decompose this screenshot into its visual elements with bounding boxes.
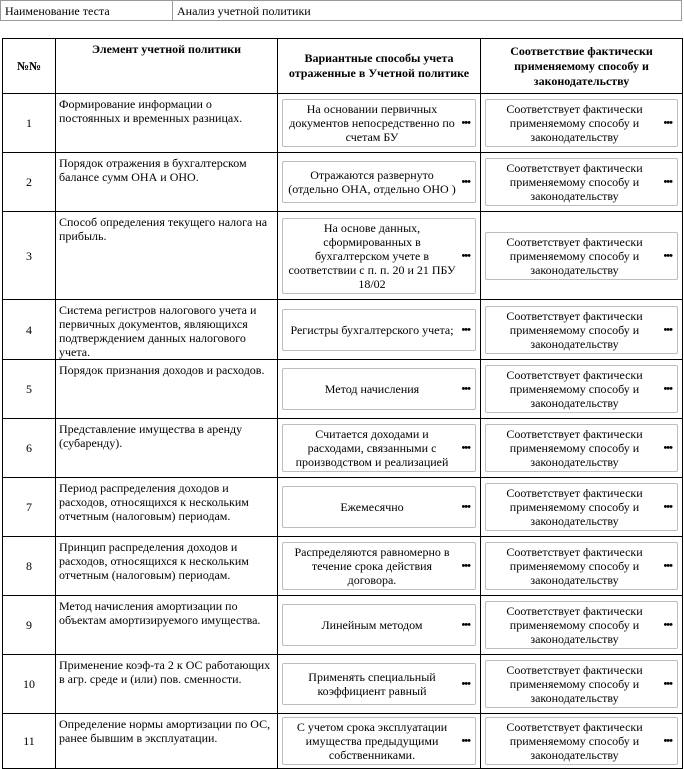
compliance-cell xyxy=(481,478,683,537)
table-row xyxy=(3,212,683,300)
compliance-value: Соответствует фактически применяемому способу и законодательству xyxy=(506,663,643,705)
method-value: Применять специальный коэффициент равный xyxy=(308,670,436,698)
more-icon[interactable]: ••• xyxy=(663,619,672,631)
method-dropdown[interactable] xyxy=(282,542,476,590)
method-cell xyxy=(278,419,481,478)
method-cell xyxy=(278,94,481,153)
method-dropdown[interactable] xyxy=(282,218,476,294)
method-cell xyxy=(278,360,481,419)
more-icon[interactable]: ••• xyxy=(461,560,470,572)
compliance-cell xyxy=(481,537,683,596)
row-element: Применение коэф-та 2 к ОС работающих в агр. среде и (или) пов. сменности. xyxy=(56,655,278,714)
test-name-label: Наименование теста xyxy=(1,1,173,20)
method-dropdown[interactable] xyxy=(282,368,476,410)
row-number: 5 xyxy=(3,360,56,419)
method-cell xyxy=(278,153,481,212)
method-value: Отражаются развернуто (отдельно ОНА, отдельно ОНО ) xyxy=(288,168,456,196)
row-element: Принцип распределения доходов и расходов, относящихся к нескольким отчетным (налоговым) периодам. xyxy=(56,537,278,596)
method-dropdown[interactable] xyxy=(282,717,476,765)
more-icon[interactable]: ••• xyxy=(461,323,470,336)
compliance-value: Соответствует фактически применяемому способу и законодательству xyxy=(506,161,643,203)
compliance-value: Соответствует фактически применяемому способу и законодательству xyxy=(506,720,643,762)
table-row xyxy=(3,655,683,714)
compliance-value: Соответствует фактически применяемому способу и законодательству xyxy=(506,308,643,351)
col-header-element: Элемент учетной политики xyxy=(56,39,278,94)
row-number: 6 xyxy=(3,419,56,478)
table-row xyxy=(3,300,683,360)
more-icon[interactable]: ••• xyxy=(663,117,672,129)
method-cell xyxy=(278,300,481,360)
compliance-cell xyxy=(481,714,683,769)
col-header-methods: Вариантные способы учета отраженные в Учетной политике xyxy=(278,39,481,94)
compliance-dropdown[interactable] xyxy=(485,424,678,472)
test-name-bar xyxy=(0,0,682,21)
method-value: Распределяются равномерно в течение срока действия договора. xyxy=(294,545,450,587)
more-icon[interactable]: ••• xyxy=(461,442,470,454)
table-row xyxy=(3,537,683,596)
row-number: 10 xyxy=(3,655,56,714)
more-icon[interactable]: ••• xyxy=(461,249,470,262)
method-cell xyxy=(278,478,481,537)
method-value: С учетом срока эксплуатации имущества предыдущими собственниками. xyxy=(296,720,448,762)
compliance-dropdown[interactable] xyxy=(485,660,678,708)
more-icon[interactable]: ••• xyxy=(663,383,672,395)
method-dropdown[interactable] xyxy=(282,604,476,646)
row-number: 7 xyxy=(3,478,56,537)
compliance-dropdown[interactable] xyxy=(485,717,678,765)
method-value: На основании первичных документов непосредственно по счетам БУ xyxy=(289,102,455,144)
compliance-value: Соответствует фактически применяемому способу и законодательству xyxy=(506,486,643,528)
compliance-dropdown[interactable] xyxy=(485,542,678,590)
table-row xyxy=(3,478,683,537)
method-value: Ежемесячно xyxy=(340,500,404,514)
policy-table xyxy=(2,38,683,769)
row-element: Представление имущества в аренду (субаренду). xyxy=(56,419,278,478)
compliance-cell xyxy=(481,94,683,153)
compliance-cell xyxy=(481,596,683,655)
row-element: Формирование информации о постоянных и временных разницах. xyxy=(56,94,278,153)
compliance-value: Соответствует фактически применяемому способу и законодательству xyxy=(506,545,643,587)
more-icon[interactable]: ••• xyxy=(461,383,470,395)
method-dropdown[interactable] xyxy=(282,486,476,528)
row-number: 3 xyxy=(3,212,56,300)
table-row xyxy=(3,419,683,478)
table-row xyxy=(3,714,683,769)
compliance-cell xyxy=(481,300,683,360)
row-element: Определение нормы амортизации по ОС, ранее бывшим в эксплуатации. xyxy=(56,714,278,769)
compliance-cell xyxy=(481,419,683,478)
row-element: Способ определения текущего налога на прибыль. xyxy=(56,212,278,300)
compliance-value: Соответствует фактически применяемому способу и законодательству xyxy=(506,102,643,144)
more-icon[interactable]: ••• xyxy=(663,442,672,454)
compliance-dropdown[interactable] xyxy=(485,601,678,649)
compliance-value: Соответствует фактически применяемому способу и законодательству xyxy=(506,604,643,646)
row-element: Метод начисления амортизации по объектам амортизируемого имущества. xyxy=(56,596,278,655)
more-icon[interactable]: ••• xyxy=(461,117,470,129)
row-number: 8 xyxy=(3,537,56,596)
compliance-dropdown[interactable] xyxy=(485,365,678,413)
compliance-dropdown[interactable] xyxy=(485,306,678,354)
method-cell xyxy=(278,212,481,300)
more-icon[interactable]: ••• xyxy=(461,176,470,188)
row-element: Порядок признания доходов и расходов. xyxy=(56,360,278,419)
row-number: 9 xyxy=(3,596,56,655)
method-dropdown[interactable] xyxy=(282,99,476,147)
compliance-cell xyxy=(481,360,683,419)
table-row xyxy=(3,153,683,212)
more-icon[interactable]: ••• xyxy=(663,176,672,188)
compliance-dropdown[interactable] xyxy=(485,483,678,531)
test-name-value: Анализ учетной политики xyxy=(177,4,311,18)
more-icon[interactable]: ••• xyxy=(663,323,672,336)
row-element: Система регистров налогового учета и первичных документов, являющихся подтверждением данных налогового учета. xyxy=(56,300,278,360)
compliance-dropdown[interactable] xyxy=(485,158,678,206)
more-icon[interactable]: ••• xyxy=(663,560,672,572)
col-header-compliance: Соответствие фактически применяемому способу и законодательству xyxy=(481,39,683,94)
compliance-value: Соответствует фактически применяемому способу и законодательству xyxy=(506,368,643,410)
method-value: Регистры бухгалтерского учета; xyxy=(290,322,454,337)
method-cell xyxy=(278,537,481,596)
compliance-dropdown[interactable] xyxy=(485,99,678,147)
method-dropdown[interactable] xyxy=(282,161,476,203)
method-cell xyxy=(278,714,481,769)
method-value: Считается доходами и расходами, связанными с производством и реализацией xyxy=(295,427,449,469)
compliance-value: Соответствует фактически применяемому способу и законодательству xyxy=(506,427,643,469)
method-cell xyxy=(278,596,481,655)
table-row xyxy=(3,596,683,655)
col-header-num: №№ xyxy=(3,39,56,94)
method-dropdown[interactable] xyxy=(282,663,476,705)
row-number: 2 xyxy=(3,153,56,212)
more-icon[interactable]: ••• xyxy=(663,501,672,513)
row-element: Порядок отражения в бухгалтерском балансе сумм ОНА и ОНО. xyxy=(56,153,278,212)
row-number: 4 xyxy=(3,300,56,360)
more-icon[interactable]: ••• xyxy=(663,678,672,690)
compliance-value: Соответствует фактически применяемому способу и законодательству xyxy=(506,234,643,277)
method-dropdown[interactable] xyxy=(282,424,476,472)
row-element: Период распределения доходов и расходов, относящихся к нескольким отчетным (налоговым) периодам. xyxy=(56,478,278,537)
compliance-dropdown[interactable] xyxy=(485,232,678,280)
more-icon[interactable]: ••• xyxy=(461,735,470,747)
method-cell xyxy=(278,655,481,714)
more-icon[interactable]: ••• xyxy=(663,249,672,262)
more-icon[interactable]: ••• xyxy=(461,619,470,631)
more-icon[interactable]: ••• xyxy=(461,501,470,513)
method-value: Линейным методом xyxy=(321,618,423,632)
table-row xyxy=(3,360,683,419)
method-dropdown[interactable] xyxy=(282,309,476,351)
compliance-cell xyxy=(481,655,683,714)
more-icon[interactable]: ••• xyxy=(663,735,672,747)
compliance-cell xyxy=(481,153,683,212)
row-number: 1 xyxy=(3,94,56,153)
compliance-cell xyxy=(481,212,683,300)
row-number: 11 xyxy=(3,714,56,769)
method-value: Метод начисления xyxy=(324,382,420,396)
more-icon[interactable]: ••• xyxy=(461,678,470,690)
method-value: На основе данных, сформированных в бухгалтерском учете в соответствии с п. п. 20 и 21 ПБУ 18/02 xyxy=(288,220,456,291)
table-row xyxy=(3,94,683,153)
